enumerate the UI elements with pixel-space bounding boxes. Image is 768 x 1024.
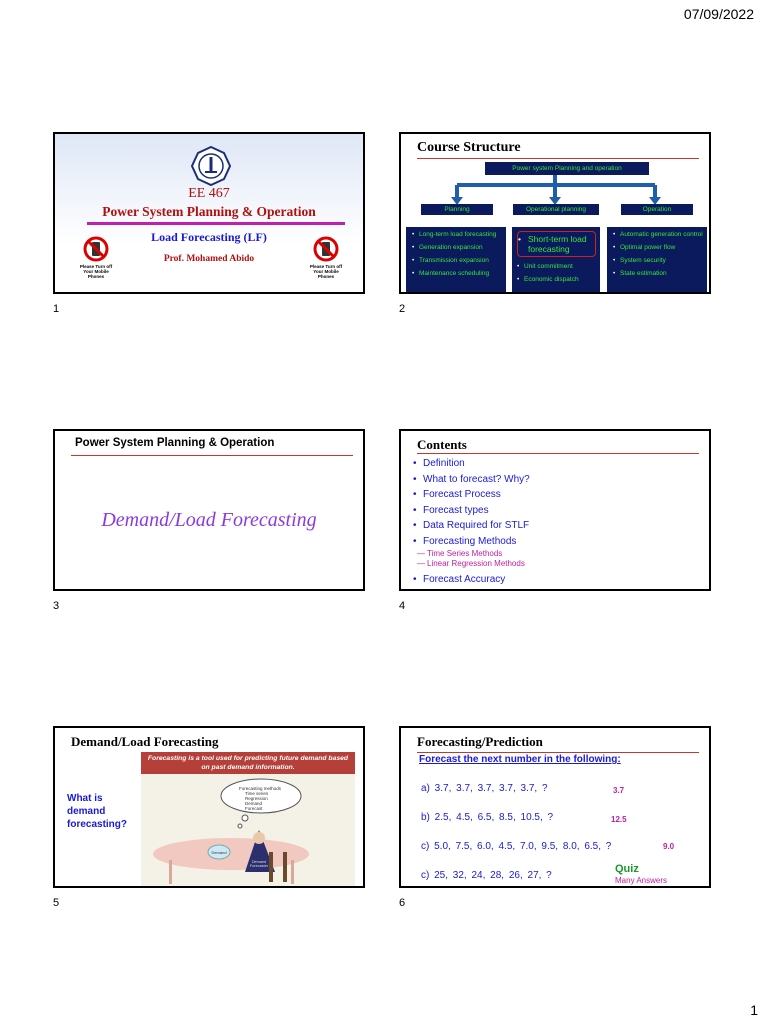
list-item: • Unit commitment — [517, 263, 596, 271]
bubble-line: Forecast — [245, 806, 263, 811]
bubble-line: Forecasting methods — [239, 786, 282, 791]
university-seal-icon — [191, 146, 231, 186]
title-underline — [71, 455, 353, 456]
slide-number: 1 — [53, 303, 60, 315]
sub-list-item: — Time Series Methods — [413, 549, 530, 559]
slide-number: 3 — [53, 600, 60, 612]
robe-label: Demand Forecaster — [249, 860, 269, 869]
slide-number: 6 — [399, 897, 406, 909]
slide-number: 4 — [399, 600, 406, 612]
instruction-text: Forecast the next number in the following: — [419, 754, 621, 765]
list-item: • Forecast types — [413, 503, 530, 519]
list-item: • Optimal power flow — [613, 244, 703, 252]
planning-list — [406, 227, 506, 293]
author-name: Prof. Mohamed Abido — [163, 254, 255, 264]
title-underline — [417, 158, 699, 159]
contents-list — [413, 456, 530, 588]
list-item: • What to forecast? Why? — [413, 472, 530, 488]
slide-4 — [399, 429, 711, 591]
crystal-ball-label: Demand — [211, 850, 227, 855]
slide-subtitle: Load Forecasting (LF) — [151, 230, 267, 244]
main-heading: Demand/Load Forecasting — [101, 509, 317, 531]
phone-notice-right: Please Turn off Your Mobile Phones — [309, 264, 343, 279]
slide-title: Power System Planning & Operation — [75, 437, 275, 449]
slide-6 — [399, 726, 711, 888]
sub-list-item: — Linear Regression Methods — [413, 559, 530, 569]
forecaster-illustration — [141, 774, 355, 888]
quiz-note: Many Answers — [615, 876, 668, 885]
sequence-row: c) 5.0, 7.5, 6.0, 4.5, 7.0, 9.5, 8.0, 6.5, ? — [421, 841, 612, 852]
page-number: 1 — [750, 1002, 758, 1018]
slide-title: Contents — [417, 437, 467, 452]
branch-operational-planning: Operational planning — [513, 204, 599, 215]
bubble-line: Regression — [245, 796, 268, 801]
list-item: • Transmission expansion — [412, 257, 502, 265]
bubble-line: Time series — [245, 791, 269, 796]
slide-number: 5 — [53, 897, 60, 909]
list-item: • State estimation — [613, 270, 703, 278]
slide-5 — [53, 726, 365, 888]
title-underline — [417, 453, 699, 454]
operation-list — [607, 227, 707, 293]
list-item: • Forecasting Methods — [413, 534, 530, 550]
branch-planning: Planning — [421, 204, 493, 215]
sequence-answer: 3.7 — [613, 786, 625, 795]
phone-notice-left: Please Turn off Your Mobile Phones — [79, 264, 113, 279]
slide-title: Demand/Load Forecasting — [71, 734, 219, 749]
list-item: • Forecast Accuracy — [413, 572, 530, 588]
no-phone-icon — [83, 236, 109, 262]
sequence-row: b) 2.5, 4.5, 6.5, 8.5, 10.5, ? — [421, 812, 554, 823]
sequence-answer: 9.0 — [663, 842, 675, 851]
list-item: • Generation expansion — [412, 244, 502, 252]
list-item: • Automatic generation control — [613, 231, 703, 239]
quiz-label: Quiz — [615, 863, 639, 875]
root-node: Power system Planning and operation — [485, 162, 649, 175]
course-title: Power System Planning & Operation — [102, 204, 316, 219]
list-item: • Definition — [413, 456, 530, 472]
list-item: • Economic dispatch — [517, 276, 596, 284]
highlighted-item: • Short-term load forecasting — [517, 231, 596, 257]
question-text: What is demand forecasting? — [67, 793, 128, 830]
sequence-row: c) 25, 32, 24, 28, 26, 27, ? — [421, 870, 552, 881]
title-divider — [87, 222, 345, 225]
slide-3 — [53, 429, 365, 591]
list-item: • Forecast Process — [413, 487, 530, 503]
list-item: • Long-term load forecasting — [412, 231, 502, 239]
print-date: 07/09/2022 — [683, 6, 754, 22]
list-item: • System security — [613, 257, 703, 265]
slide-2 — [399, 132, 711, 294]
branch-operation: Operation — [621, 204, 693, 215]
no-phone-icon — [313, 236, 339, 262]
bubble-line: Demand — [245, 801, 263, 806]
sequence-row: a) 3.7, 3.7, 3.7, 3.7, 3.7, ? — [421, 783, 548, 794]
slide-title: Course Structure — [417, 140, 521, 155]
operational-planning-list — [512, 227, 600, 293]
sequence-answer: 12.5 — [611, 815, 627, 824]
title-underline — [417, 752, 699, 753]
slide-title: Forecasting/Prediction — [417, 734, 543, 749]
tree-connectors — [401, 175, 709, 205]
list-item: • Data Required for STLF — [413, 518, 530, 534]
thought-bubble — [239, 786, 289, 811]
list-item: • Maintenance scheduling — [412, 270, 502, 278]
definition-banner: Forecasting is a tool used for predicting future demand based on past demand information. — [141, 752, 355, 774]
slide-number: 2 — [399, 303, 406, 315]
course-code: EE 467 — [188, 186, 230, 201]
slide-1 — [53, 132, 365, 294]
